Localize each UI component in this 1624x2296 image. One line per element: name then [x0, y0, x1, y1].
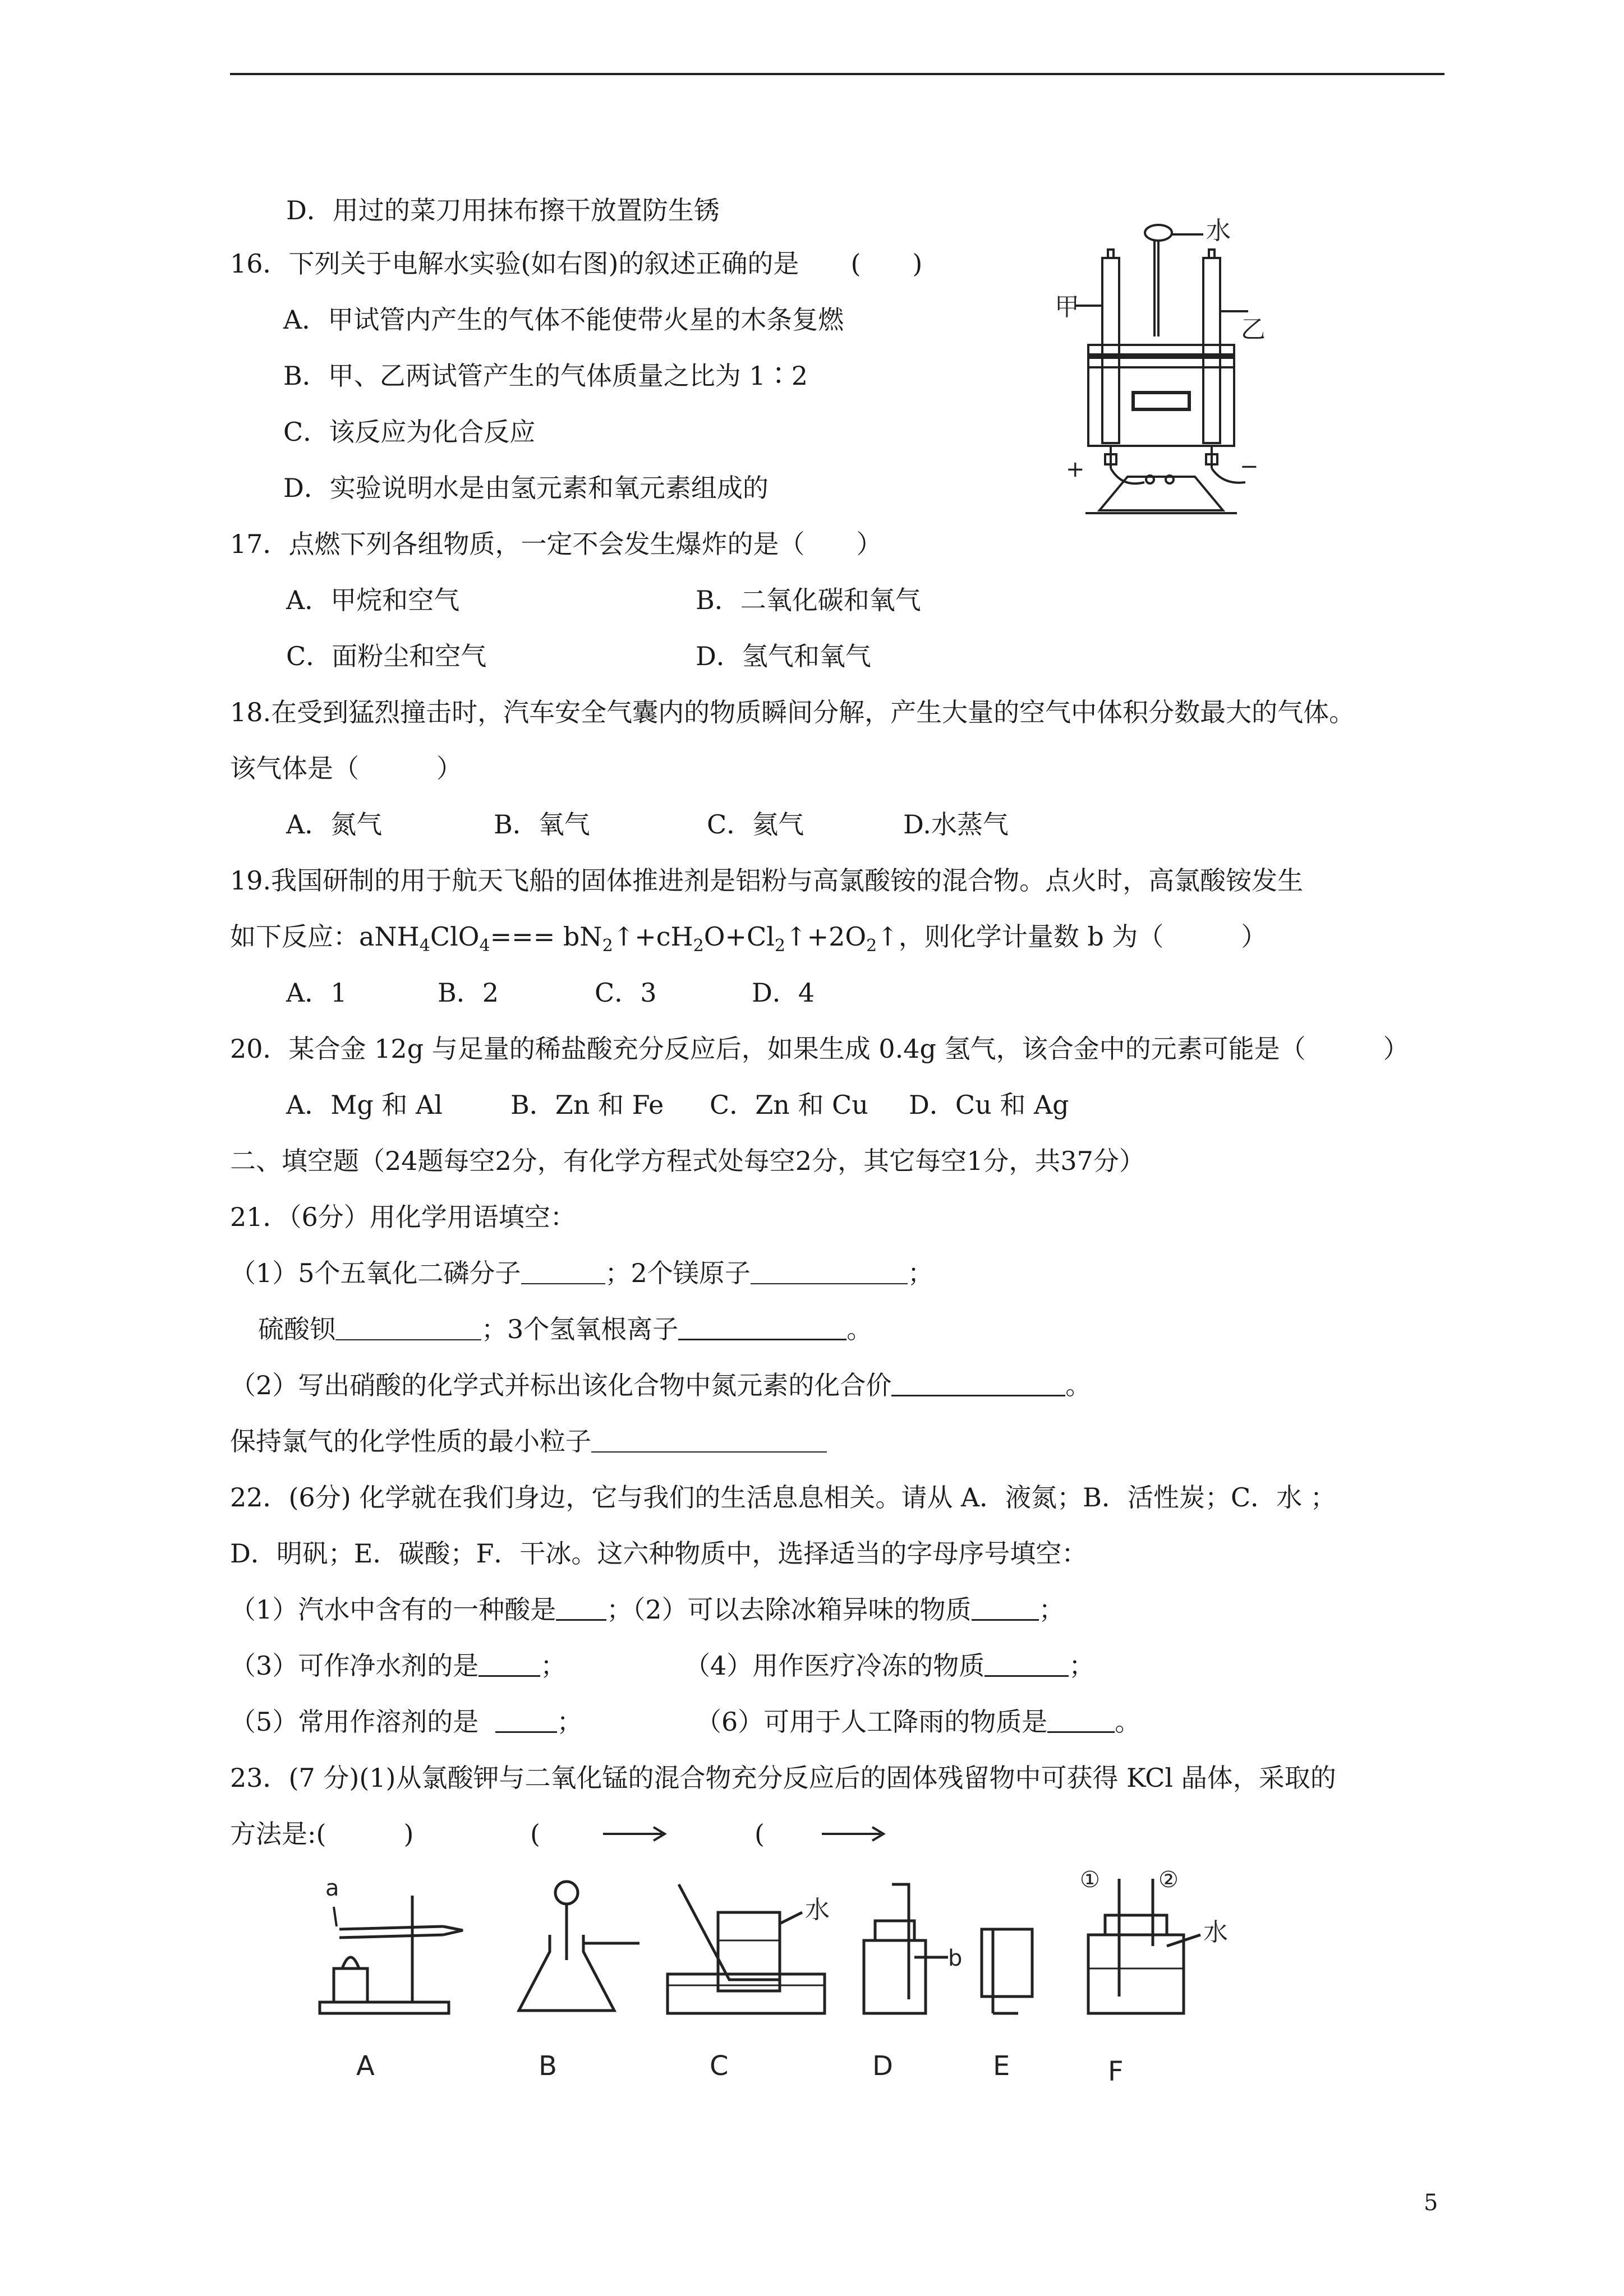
answer-blank[interactable]: [591, 1429, 827, 1453]
answer-blank[interactable]: [891, 1372, 1065, 1396]
page-number: 5: [1424, 2190, 1438, 2216]
section-2-title: 二、填空题（24题每空2分，有化学方程式处每空2分，其它每空1分，共37分）: [230, 1146, 1145, 1176]
answer-blank[interactable]: [751, 1261, 908, 1284]
answer-blank[interactable]: [521, 1261, 605, 1284]
q20-option-c: C．Zn 和 Cu: [710, 1090, 868, 1120]
label-circle-1: ①: [1080, 1867, 1100, 1893]
fig-label-b: B: [539, 2050, 557, 2082]
fig-label-e: E: [993, 2050, 1010, 2082]
label-water-c: 水: [805, 1896, 830, 1924]
arrow-icon: [597, 1817, 670, 1851]
answer-blank[interactable]: [556, 1597, 606, 1621]
answer-blank[interactable]: [335, 1317, 481, 1340]
q16-option-b: B．甲、乙两试管产生的气体质量之比为 1∶2: [283, 361, 808, 391]
q22-stem-2: D．明矾；E．碳酸；F．干冰。这六种物质中，选择适当的字母序号填空：: [230, 1538, 1088, 1569]
q17-stem: 17．点燃下列各组物质，一定不会发生爆炸的是（ ）: [230, 529, 882, 559]
q21-part-2-line-2: 保持氯气的化学性质的最小粒子: [230, 1424, 827, 1458]
q19-option-b: B．2: [438, 978, 499, 1008]
q18-stem-2: 该气体是（ ）: [230, 753, 462, 783]
q17-option-a: A．甲烷和空气: [286, 585, 460, 615]
answer-blank[interactable]: [479, 1653, 540, 1677]
q18-option-d: D.水蒸气: [903, 809, 1009, 840]
label-circle-2: ②: [1158, 1867, 1179, 1893]
q18-stem-1: 18.在受到猛烈撞击时，汽车安全气囊内的物质瞬间分解，产生大量的空气中体积分数最大的气体。: [230, 697, 1355, 727]
q16-option-a: A．甲试管内产生的气体不能使带火星的木条复燃: [283, 305, 844, 335]
arrow-icon: [816, 1817, 889, 1851]
q16-option-d: D．实验说明水是由氢元素和氧元素组成的: [283, 473, 769, 503]
q16-option-c: C．该反应为化合反应: [283, 417, 536, 447]
q17-option-d: D．氢气和氧气: [696, 641, 871, 671]
q20-option-b: B．Zn 和 Fe: [510, 1090, 664, 1120]
q21-stem: 21．（6分）用化学用语填空：: [230, 1202, 576, 1232]
q23-stem-1: 23．(7 分)(1)从氯酸钾与二氧化锰的混合物充分反应后的固体残留物中可获得 KCl 晶体，采取的: [230, 1763, 1336, 1793]
q16-stem: 16．下列关于电解水实验(如右图)的叙述正确的是 ( ): [230, 248, 923, 279]
q19-stem-1: 19.我国研制的用于航天飞船的固体推进剂是铝粉与高氯酸铵的混合物。点火时，高氯酸铵发生: [230, 865, 1304, 896]
q20-option-d: D．Cu 和 Ag: [909, 1090, 1069, 1120]
fig-label-c: C: [710, 2050, 729, 2082]
answer-blank[interactable]: [678, 1316, 846, 1340]
label-water-f: 水: [1203, 1918, 1228, 1947]
answer-blank[interactable]: [984, 1653, 1069, 1677]
q20-option-a: A．Mg 和 Al: [286, 1090, 443, 1120]
label-a: a: [325, 1875, 339, 1901]
label-water: 水: [1206, 216, 1231, 245]
q19-option-c: C．3: [595, 978, 657, 1008]
q22-row-3-left: （5）常用作溶剂的是 ；: [230, 1707, 583, 1737]
q21-part-1-line-1: （1）5个五氧化二磷分子 ；2个镁原子 ；: [230, 1258, 933, 1288]
apparatus-figure: [303, 1862, 1268, 2109]
q19-option-d: D．4: [752, 978, 815, 1008]
fig-label-f: F: [1108, 2056, 1124, 2087]
q23-stem-2: 方法是:( ): [230, 1819, 414, 1849]
q22-stem-1: 22．(6分) 化学就在我们身边，它与我们的生活息息相关。请从 A．液氮；B．活性炭；C．水 ；: [230, 1482, 1336, 1513]
q23-paren-2: (: [755, 1819, 765, 1849]
answer-blank[interactable]: [972, 1597, 1039, 1621]
header-rule: [230, 73, 1444, 75]
q19-option-a: A．1: [286, 978, 347, 1008]
label-b: b: [948, 1945, 963, 1971]
q18-option-a: A．氮气: [286, 809, 383, 840]
label-minus: −: [1240, 454, 1259, 480]
q22-row-3-right: （6）可用于人工降雨的物质是 。: [696, 1707, 1141, 1737]
q22-row-2-right: （4）用作医疗冷冻的物质 ；: [684, 1650, 1095, 1681]
label-jia: 甲: [1055, 293, 1079, 321]
fig-label-a: A: [356, 2050, 375, 2082]
label-plus: +: [1066, 457, 1085, 482]
q20-stem: 20．某合金 12g 与足量的稀盐酸充分反应后，如果生成 0.4g 氢气，该合金中的元素可能是（ ）: [230, 1034, 1409, 1064]
q21-part-2: （2）写出硝酸的化学式并标出该化合物中氮元素的化合价 。: [230, 1370, 1092, 1400]
answer-blank[interactable]: [1047, 1709, 1115, 1733]
q21-part-1-line-2: 硫酸钡 ；3个氢氧根离子 。: [258, 1314, 873, 1344]
q15-option-d: D．用过的菜刀用抹布擦干放置防生锈: [286, 195, 720, 225]
q19-equation: 如下反应：$aNH_4ClO_4=== bN_2↑+cH_2O+Cl_2↑+2O_2↑$，则化学计量数 b 为（ ）: [230, 921, 1267, 956]
fig-label-d: D: [872, 2050, 893, 2082]
label-yi: 乙: [1241, 315, 1266, 344]
q22-row-1: （1）汽水中含有的一种酸是 ；（2）可以去除冰箱异味的物质 ；: [230, 1594, 1065, 1625]
q17-option-c: C．面粉尘和空气: [286, 641, 487, 671]
q18-option-c: C．氦气: [707, 809, 804, 840]
electrolysis-figure: [1055, 208, 1268, 522]
answer-blank[interactable]: [495, 1709, 557, 1733]
q22-row-2-left: （3）可作净水剂的是 ；: [230, 1650, 567, 1681]
q17-option-b: B．二氧化碳和氧气: [696, 585, 921, 615]
q18-option-b: B．氧气: [494, 809, 590, 840]
q23-paren-1: (: [530, 1819, 540, 1849]
